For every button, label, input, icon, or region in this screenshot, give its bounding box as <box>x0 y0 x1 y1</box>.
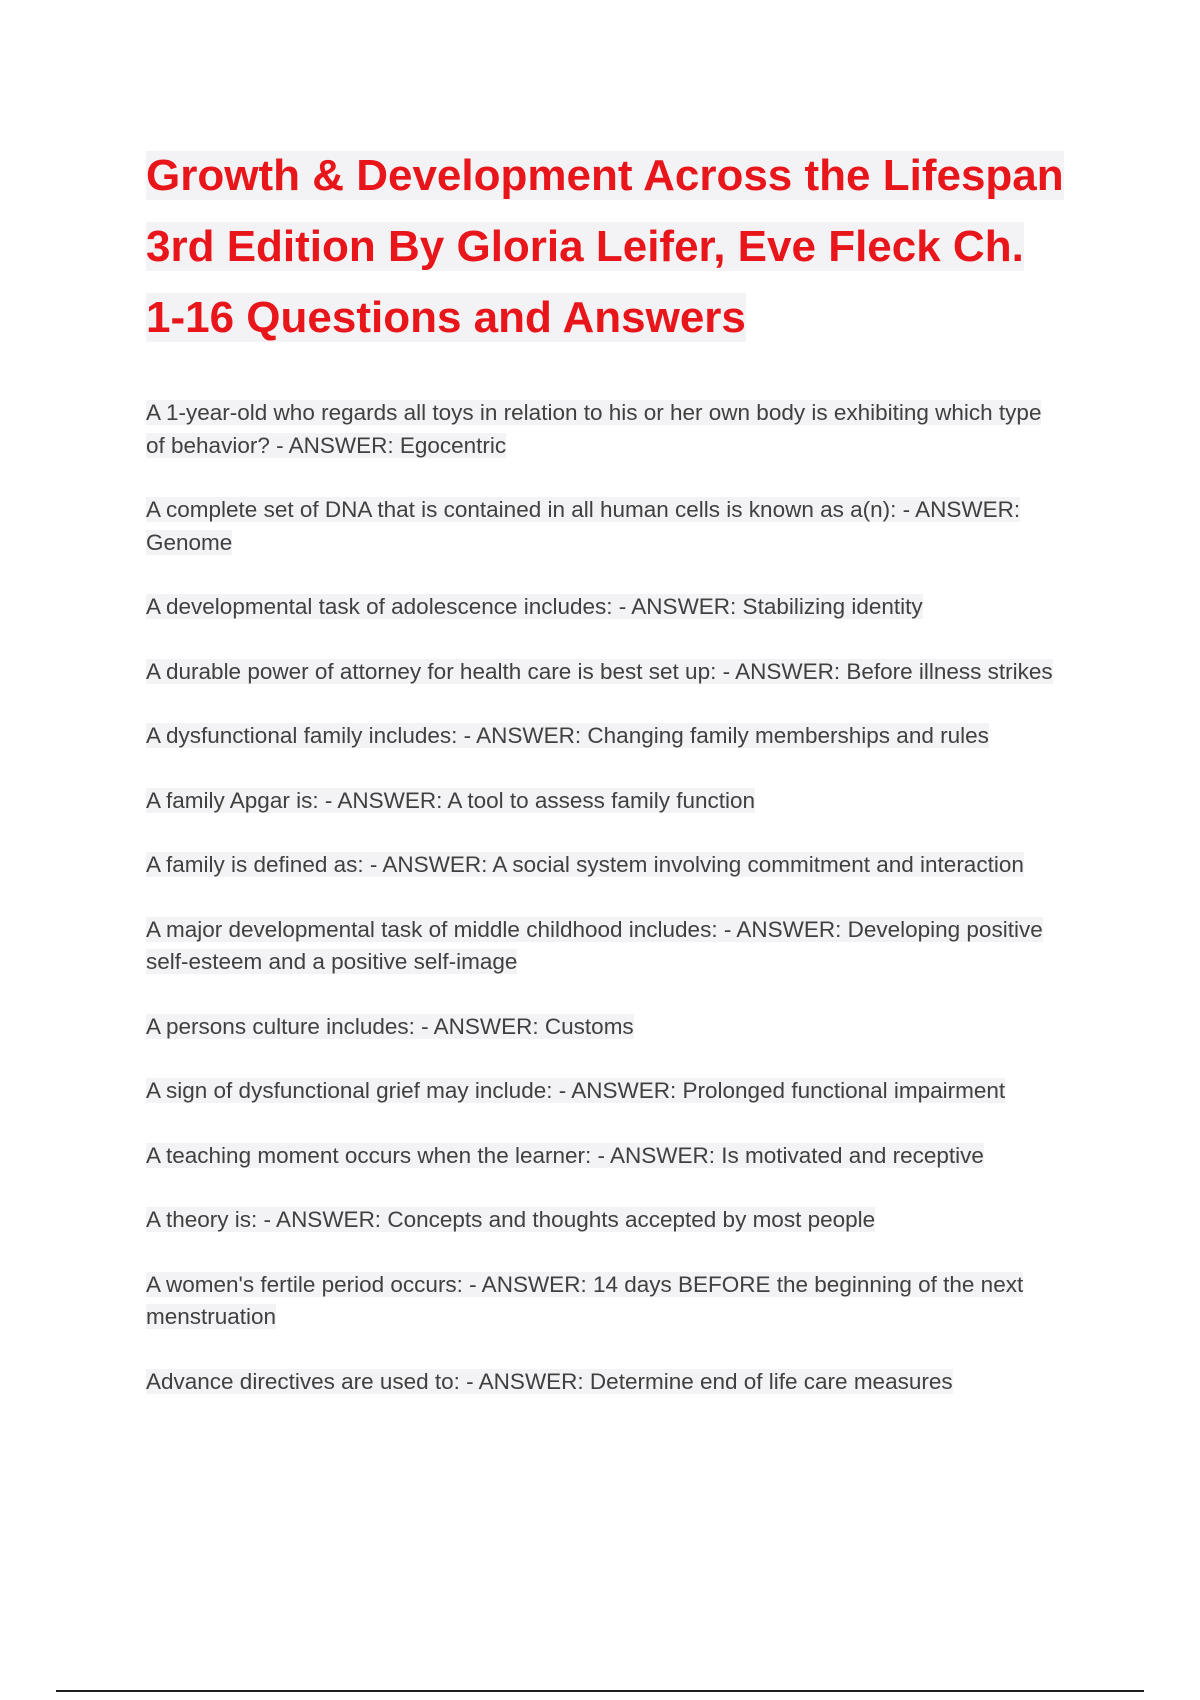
qa-item <box>146 914 1066 979</box>
footer-divider <box>56 1690 1144 1692</box>
qa-item-text: A major developmental task of middle childhood includes: - ANSWER: Developing positive self-esteem and a positive self-image <box>146 916 1043 974</box>
qa-item-text: A women's fertile period occurs: - ANSWER: 14 days BEFORE the beginning of the next menstruation <box>146 1271 1024 1329</box>
qa-item-text: A persons culture includes: - ANSWER: Customs <box>146 1013 634 1039</box>
qa-item-text: A family Apgar is: - ANSWER: A tool to assess family function <box>146 787 755 813</box>
qa-item <box>146 1269 1066 1334</box>
qa-item-text: A theory is: - ANSWER: Concepts and thoughts accepted by most people <box>146 1207 876 1232</box>
qa-list <box>146 397 1066 1398</box>
qa-item <box>146 1011 1066 1044</box>
qa-item-text: A developmental task of adolescence includes: - ANSWER: Stabilizing identity <box>146 594 923 619</box>
qa-item-text: A durable power of attorney for health care is best set up: - ANSWER: Before illness strikes <box>146 658 1053 684</box>
qa-item <box>146 1366 1066 1399</box>
qa-item-text: A sign of dysfunctional grief may include: - ANSWER: Prolonged functional impairment <box>146 1078 1006 1103</box>
document-title-text: Growth & Development Across the Lifespan 3rd Edition By Gloria Leifer, Eve Fleck Ch. 1-16 Questions and Answers <box>146 151 1064 342</box>
qa-item <box>146 397 1066 462</box>
qa-item <box>146 785 1066 818</box>
qa-item-text: A dysfunctional family includes: - ANSWER: Changing family memberships and rules <box>146 723 989 748</box>
qa-item-text: A family is defined as: - ANSWER: A social system involving commitment and interaction <box>146 852 1024 877</box>
qa-item <box>146 1204 1066 1237</box>
qa-item-text: A 1-year-old who regards all toys in relation to his or her own body is exhibiting which type of behavior? - ANSWER: Egocentric <box>146 400 1042 458</box>
qa-item <box>146 849 1066 882</box>
qa-item <box>146 591 1066 624</box>
qa-item <box>146 656 1066 689</box>
qa-item-text: A teaching moment occurs when the learner: - ANSWER: Is motivated and receptive <box>146 1142 984 1168</box>
qa-item-text: Advance directives are used to: - ANSWER: Determine end of life care measures <box>146 1368 953 1394</box>
qa-item <box>146 720 1066 753</box>
qa-item <box>146 494 1066 559</box>
qa-item-text: A complete set of DNA that is contained in all human cells is known as a(n): - ANSWER: Genome <box>146 497 1021 555</box>
document-page <box>146 140 1066 1430</box>
qa-item <box>146 1140 1066 1173</box>
qa-item <box>146 1075 1066 1108</box>
document-title <box>146 140 1066 353</box>
